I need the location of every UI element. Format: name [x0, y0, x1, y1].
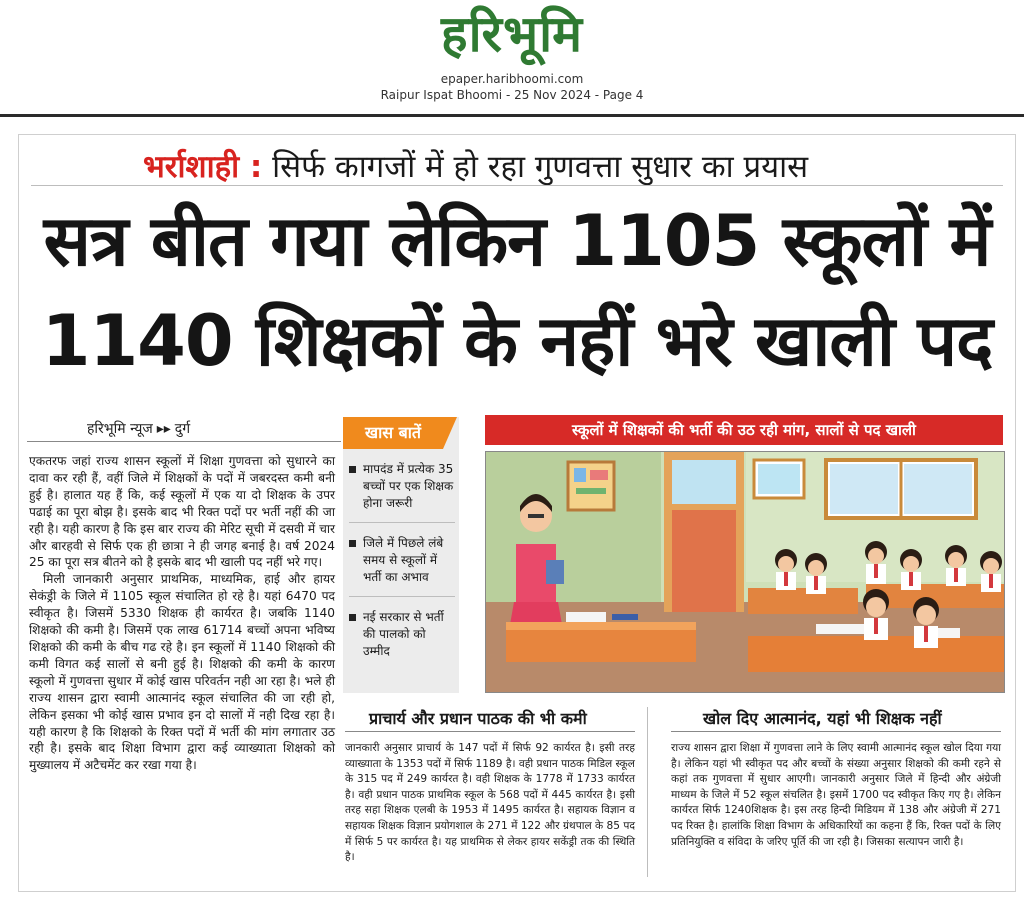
- key-points-list: [349, 461, 455, 682]
- image-caption: स्कूलों में शिक्षकों की भर्ती की उठ रही मांग, सालों से पद खाली: [485, 415, 1003, 445]
- byline-divider: [27, 441, 341, 442]
- kicker-text: सिर्फ कागजों में हो रहा गुणवत्ता सुधार का प्रयास: [272, 149, 809, 185]
- epaper-url[interactable]: epaper.haribhoomi.com: [440, 72, 584, 86]
- article-body: [29, 453, 335, 774]
- edition-info: Raipur Ispat Bhoomi - 25 Nov 2024 - Page 4: [380, 88, 644, 102]
- kicker-divider: [31, 185, 1003, 186]
- byline: [87, 419, 190, 438]
- section-heading-principal: प्राचार्य और प्रधान पाठक की भी कमी: [369, 709, 587, 728]
- kicker: [143, 147, 903, 187]
- column-divider: [647, 707, 648, 877]
- section-divider: [671, 731, 1001, 732]
- headline-line-2: 1140 शिक्षकों के नहीं भरे खाली पद: [41, 300, 993, 382]
- section-body-atmanand: राज्य शासन द्वारा शिक्षा में गुणवत्ता लाने के लिए स्वामी आत्मानंद स्कूल खोल दिया गया है। लेकिन यहां भी स्वीकृत पद और बच्चों के संख्या अनुसार शिक्षको की कमी रहने से कहां तक गुणवत्ता में सुधार आएगी। जानकारी अनुसार जिले में हिन्दी और अंग्रेजी माध्यम के जिले में 52 स्कूल संचलित है। इसमें 1700 पद स्वीकृत किए गए है। लेकिन कार्यरत सिर्फ 1240शिक्षक है। इस तरह हिन्दी मिडियम में 138 और अंग्रेजी में 271 पद रिक्त है। हालांकि शिक्षा विभाग के अधिकारियों का कहना हैं कि, रिक्त पदों के लिए प्रतिनियुक्ति व संविदा के जरिए पूर्ति की जा रही है। जिसका सत्यापन जारी है।: [671, 742, 1001, 848]
- article-paragraph: मिली जानकारी अनुसार प्राथमिक, माध्यमिक, हाई और हायर सेकंड्री के जिले में 1105 स्कूल संचालित हो रहे है। यहां 6470 पद स्वीकृत है। जिसमें 5330 शिक्षक ही कार्यरत है। जबकि 1140 शिक्षको की कमी है। जिसमें एक लाख 61714 बच्चों अपना भविष्य शिक्षको की कमी के बीच गढ रहे है। इन स्कूलों में 1140 शिक्षको की कमी विगत कई सालों से बनी हुई है। शिक्षको की कमी के कारण स्कूलो में गुणवत्ता सुधार में कोई खास परिवर्तन नही आ रहा है। भले ही राज्य शासन द्वारा स्वामी आत्मानंद स्कूल संचालित की जा रही हो, लेकिन इसका भी कोई खास प्रभाव इन दो सालों में नही दिख रहा है। यही कारण है कि शिक्षको के रिक्त पदों में भर्ती की मांग लगातार उठ रही है। इसके बाद शिक्षा विभाग द्वारा कई व्याख्याता शिक्षको को मुख्यालय में अटैचमेंट कर रखा गया है।: [29, 572, 335, 773]
- haribhoomi-logo: हरिभूमि: [441, 4, 583, 63]
- classroom-illustration-svg: [486, 452, 1004, 692]
- headline-line-1: सत्र बीत गया लेकिन 1105 स्कूलों में: [43, 200, 991, 282]
- kicker-label: भर्राशाही :: [143, 149, 263, 185]
- byline-arrow-icon: ▸▸: [156, 421, 171, 437]
- article-paragraph: एकतरफ जहां राज्य शासन स्कूलों में शिक्षा गुणवत्ता को सुधारने का दावा कर रही हैं, वहीं जिले में शिक्षकों के पदों में जबरदस्त कमी बनी हुई है। हालात यह हैं कि, कई स्कूलों में एक या दो शिक्षक के उपर पढाई का पूरा बोझ है। इसके बाद भी रिक्त पदों पर भर्ती नहीं की जा रही है। यही कारण है कि इस बार राज्य की मेरिट सूची में दसवी में चार और बारहवी से सिर्फ एक ही छात्रा ने ही जगह बनाई है। वर्ष 2024 25 का पूरा सत्र बीतने को है इसके बाद भी खाली पद नहीं भरे गए।: [29, 454, 335, 570]
- byline-place: दुर्ग: [174, 421, 191, 437]
- classroom-illustration: [485, 451, 1005, 693]
- masthead-divider: [0, 114, 1024, 117]
- epaper-masthead: [0, 0, 1024, 118]
- key-point-item: मापदंड में प्रत्येक 35 बच्चों पर एक शिक्षक होना जरूरी: [349, 461, 455, 523]
- article-clipping: [18, 134, 1016, 892]
- key-point-item: नई सरकार से भर्ती की पालको को उम्मीद: [349, 609, 455, 670]
- key-points-title: खास बातें: [343, 417, 443, 449]
- key-points-box: [343, 417, 459, 693]
- section-heading-atmanand: खोल दिए आत्मानंद, यहां भी शिक्षक नहीं: [703, 709, 942, 728]
- byline-source: हरिभूमि न्यूज: [87, 421, 153, 437]
- section-divider: [345, 731, 635, 732]
- section-body-principal: जानकारी अनुसार प्राचार्य के 147 पदों में सिर्फ 92 कार्यरत है। इसी तरह व्याख्याता के 1353 पदों में सिर्फ 1189 है। वही प्रधान पाठक मिडिल स्कूल के 315 पद में 249 कार्यरत है। वही शिक्षक के 1778 में 1733 कार्यरत है। वही प्रधान पाठक प्राथमिक स्कूल के 568 पदों में 445 कार्यरत है। इसी तरह सहा शिक्षक एलबी के 1953 में 1495 कार्यरत है। सहायक विज्ञान व सहायक शिक्षक विज्ञान प्रयोगशाल के 271 में 122 और ग्रंथपाल के 85 पद में सिर्फ 5 पर कार्यरत है। यह प्राथमिक से लेकर हायर सकेंड्री तक की स्थिति है।: [345, 742, 635, 864]
- key-point-item: जिले में पिछले लंबे समय से स्कूलों में भर्ती का अभाव: [349, 535, 455, 597]
